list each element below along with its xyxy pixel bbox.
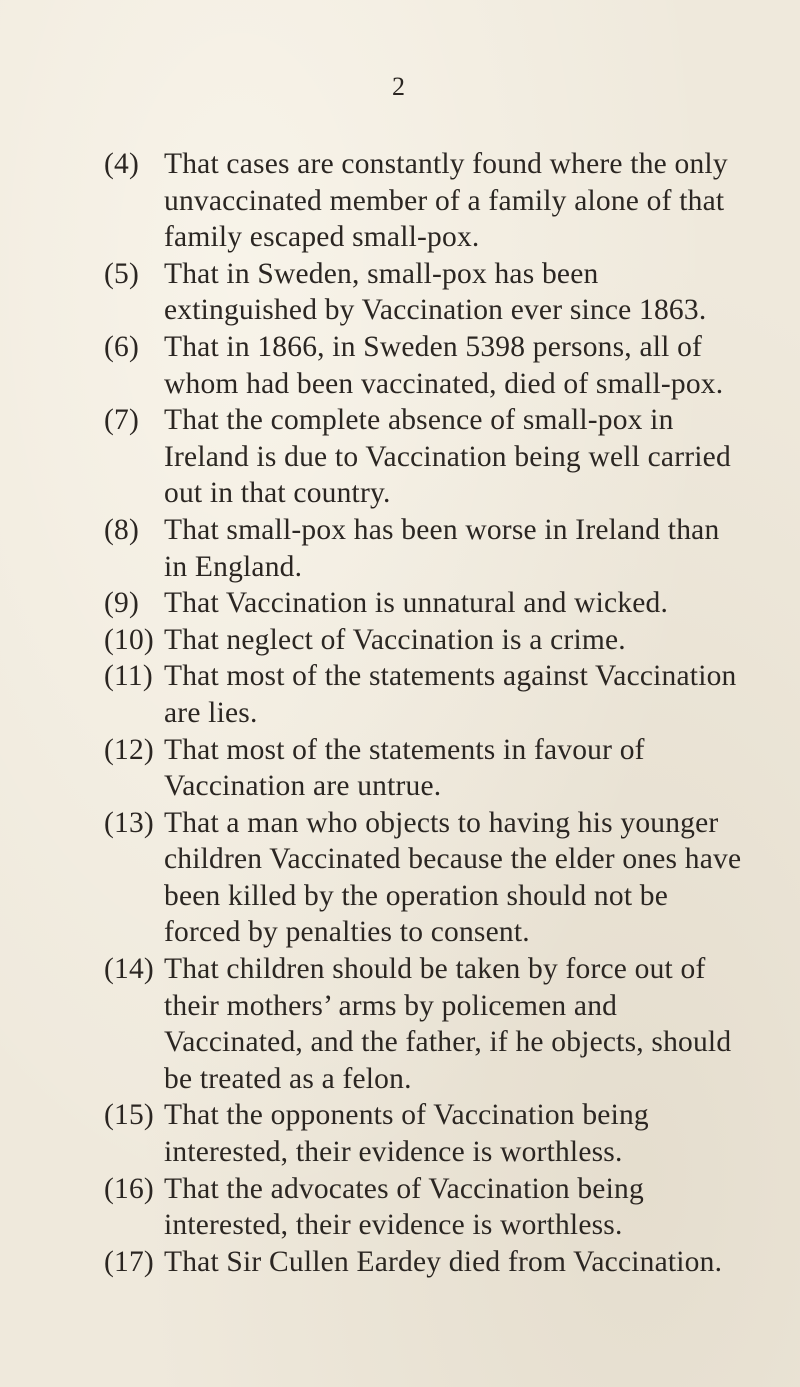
list-item [104,512,744,585]
item-number: (5) [104,257,139,290]
list-item [104,1097,744,1170]
item-text: That the advocates of Vaccination being interested, their evidence is worthless. [164,1172,644,1242]
page-number: 2 [392,72,405,101]
list-item [104,658,744,731]
item-number: (16) [104,1172,154,1205]
item-number: (8) [104,513,139,546]
item-text: That the opponents of Vaccination being interested, their evidence is worthless. [164,1099,649,1169]
list-item [104,805,744,951]
item-number: (6) [104,330,139,363]
list-item [104,146,744,256]
item-number: (12) [104,733,154,766]
item-text: That neglect of Vaccination is a crime. [164,623,626,656]
item-text: That cases are constantly found where the only unvaccinated member of a family alone of that family escaped small-pox. [164,148,728,254]
item-number: (9) [104,587,139,620]
item-text: That most of the statements against Vaccination are lies. [164,660,737,729]
list-item [104,585,744,622]
list-item [104,402,744,512]
list-item [104,622,744,659]
item-text: That Vaccination is unnatural and wicked. [164,587,669,620]
item-text: That small-pox has been worse in Ireland than in England. [164,513,720,583]
list-item [104,256,744,329]
item-number: (17) [104,1245,154,1278]
item-number: (7) [104,404,139,437]
item-number: (11) [104,660,153,693]
list-item [104,1171,744,1244]
list-item [104,951,744,1097]
item-text: That in 1866, in Sweden 5398 persons, all of whom had been vaccinated, died of small-pox. [164,330,724,400]
list-item [104,329,744,402]
statement-list [104,146,744,1280]
item-text: That children should be taken by force out of their mothers’ arms by policemen and Vaccinated, and the father, if he objects, should be treated as a felon. [164,953,732,1095]
item-text: That most of the statements in favour of Vaccination are untrue. [164,733,645,803]
list-item [104,1244,744,1281]
item-text: That in Sweden, small-pox has been extinguished by Vaccination ever since 1863. [164,257,707,327]
list-item [104,732,744,805]
item-number: (4) [104,148,139,180]
item-text: That Sir Cullen Eardey died from Vaccination. [164,1245,723,1278]
item-number: (14) [104,953,154,986]
item-number: (10) [104,623,154,656]
item-text: That a man who objects to having his younger children Vaccinated because the elder ones have been killed by the operation should not be forced by penalties to consent. [164,806,742,949]
item-number: (13) [104,806,154,839]
item-text: That the complete absence of small-pox in Ireland is due to Vaccination being well carried out in that country. [164,404,731,510]
item-number: (15) [104,1099,154,1132]
